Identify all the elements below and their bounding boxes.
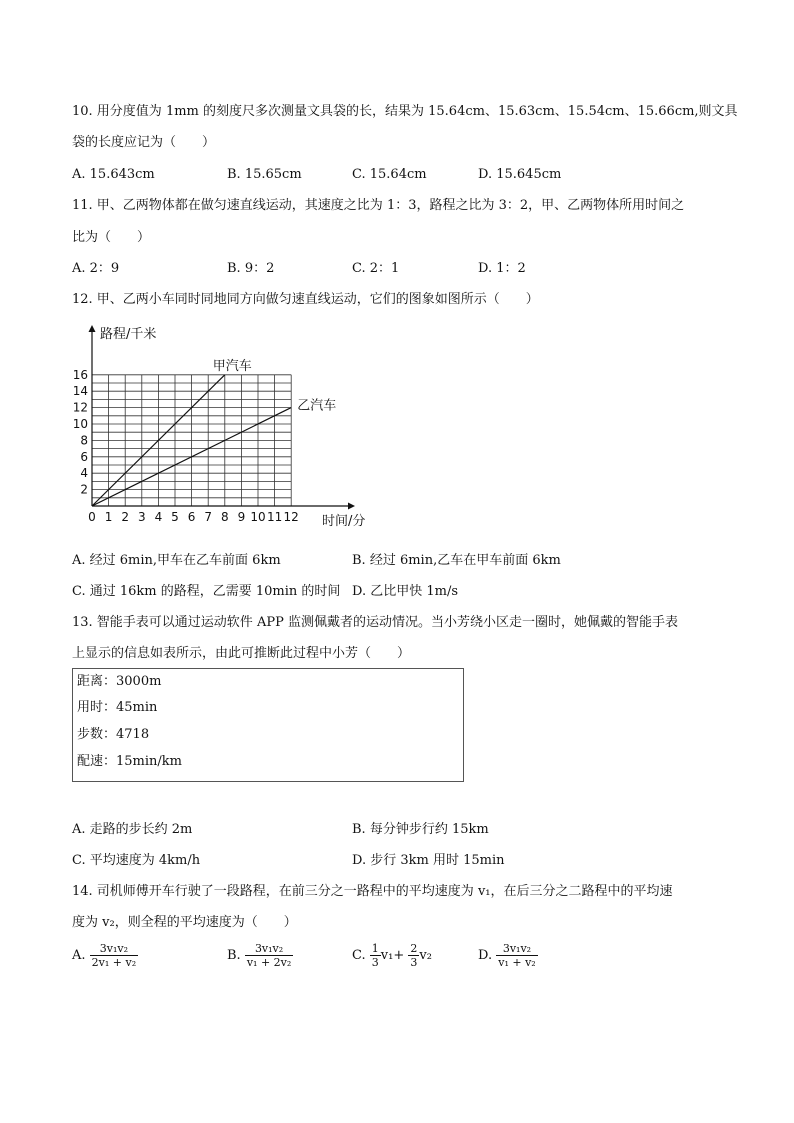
x-tick-label: 4 bbox=[154, 510, 163, 524]
x-tick-label: 5 bbox=[171, 510, 179, 524]
q14-c-num1: 1 bbox=[371, 942, 379, 955]
series-label-2: 乙汽车 bbox=[297, 398, 337, 414]
q14-c-term2: v₂ bbox=[419, 948, 432, 963]
q12-option-a: A. 经过 6min,甲车在乙车前面 6km bbox=[72, 553, 281, 568]
q14-c-den2: 3 bbox=[410, 956, 418, 969]
x-axis-label: 时间/分 bbox=[322, 514, 366, 529]
x-tick-label: 3 bbox=[137, 510, 146, 524]
q14-option-b-label: B. bbox=[227, 948, 241, 963]
q14-line1: 14. 司机师傅开车行驶了一段路程，在前三分之一路程中的平均速度为 v₁，在后三分之二路程中的平均速 bbox=[72, 884, 673, 899]
q13-line2: 上显示的信息如表所示，由此可推断此过程中小芳（ ） bbox=[72, 646, 411, 661]
q12-option-d: D. 乙比甲快 1m/s bbox=[352, 584, 459, 599]
q13-line1: 13. 智能手表可以通过运动软件 APP 监测佩戴者的运动情况。当小芳绕小区走一圈时，她佩戴的智能手表 bbox=[72, 615, 678, 630]
q14-c-fraction-2 bbox=[408, 942, 419, 969]
q14-option-a-label: A. bbox=[72, 948, 86, 963]
q14-option-d bbox=[478, 942, 538, 969]
q14-d-numerator: 3v₁v₂ bbox=[496, 942, 537, 956]
q11-line1: 11. 甲、乙两物体都在做匀速直线运动，其速度之比为 1：3，路程之比为 3：2，甲、乙两物体所用时间之 bbox=[72, 198, 685, 213]
x-axis-arrow bbox=[348, 503, 355, 510]
q14-option-b bbox=[227, 942, 293, 969]
info-time: 用时：45min bbox=[77, 700, 158, 715]
smartwatch-info-box bbox=[72, 668, 464, 782]
q14-option-c bbox=[352, 942, 432, 969]
q12-option-b: B. 经过 6min,乙车在甲车前面 6km bbox=[352, 553, 561, 568]
q12-option-c: C. 通过 16km 的路程，乙需要 10min 的时间 bbox=[72, 584, 341, 599]
q14-b-numerator: 3v₁v₂ bbox=[245, 942, 293, 956]
q13-option-a: A. 走路的步长约 2m bbox=[72, 822, 193, 837]
q14-a-numerator: 3v₁v₂ bbox=[90, 942, 138, 956]
q13-option-d: D. 步行 3km 用时 15min bbox=[352, 853, 505, 868]
q10-option-d: D. 15.645cm bbox=[478, 167, 562, 182]
y-tick-label: 4 bbox=[80, 466, 88, 481]
q12-line1: 12. 甲、乙两小车同时同地同方向做匀速直线运动，它们的图象如图所示（ ） bbox=[72, 292, 539, 307]
x-tick-label: 7 bbox=[204, 510, 213, 524]
q11-option-a: A. 2：9 bbox=[72, 261, 120, 276]
q11-option-c: C. 2：1 bbox=[352, 261, 400, 276]
y-tick-label: 12 bbox=[72, 400, 88, 415]
x-tick-label: 10 bbox=[250, 510, 266, 524]
q14-c-term1: v₁+ bbox=[380, 948, 405, 963]
y-tick-label: 10 bbox=[72, 417, 88, 431]
x-tick-label: 12 bbox=[283, 510, 299, 524]
y-tick-label: 6 bbox=[80, 449, 88, 464]
q14-c-num2: 2 bbox=[410, 942, 418, 955]
q14-option-d-fraction bbox=[496, 942, 537, 969]
q11-option-d: D. 1：2 bbox=[478, 261, 526, 276]
q13-option-b: B. 每分钟步行约 15km bbox=[352, 822, 489, 837]
series-label-1: 甲汽车 bbox=[212, 358, 252, 374]
q11-option-b: B. 9：2 bbox=[227, 261, 275, 276]
q14-d-denominator: v₁ + v₂ bbox=[498, 956, 536, 969]
info-distance: 距离：3000m bbox=[77, 674, 162, 689]
y-axis-label: 路程/千米 bbox=[100, 327, 157, 342]
q11-line2: 比为（ ） bbox=[72, 230, 151, 245]
x-tick-label: 8 bbox=[220, 510, 229, 524]
info-pace: 配速：15min/km bbox=[77, 754, 182, 769]
q14-line2: 度为 v₂，则全程的平均速度为（ ） bbox=[72, 915, 297, 930]
q14-c-fraction-1 bbox=[370, 942, 381, 969]
q10-option-a: A. 15.643cm bbox=[72, 167, 155, 182]
y-tick-label: 16 bbox=[72, 367, 88, 382]
q14-option-a bbox=[72, 942, 138, 969]
y-tick-label: 2 bbox=[80, 482, 88, 497]
q14-a-denominator: 2v₁ + v₂ bbox=[91, 956, 137, 969]
q10-line2: 袋的长度应记为（ ） bbox=[72, 135, 216, 150]
q14-option-b-fraction bbox=[245, 942, 293, 969]
q14-b-denominator: v₁ + 2v₂ bbox=[246, 956, 292, 969]
q14-option-c-label: C. bbox=[352, 948, 366, 963]
info-steps: 步数：4718 bbox=[77, 727, 150, 742]
q10-option-b: B. 15.65cm bbox=[227, 167, 302, 182]
q14-option-a-fraction bbox=[90, 942, 138, 969]
y-axis-arrow bbox=[89, 325, 96, 332]
x-tick-label: 9 bbox=[237, 510, 246, 524]
q10-line1: 10. 用分度值为 1mm 的刻度尺多次测量文具袋的长，结果为 15.64cm、15.63cm、15.54cm、15.66cm,则文具 bbox=[72, 104, 738, 119]
x-tick-label: 1 bbox=[104, 510, 113, 524]
q13-option-c: C. 平均速度为 4km/h bbox=[72, 853, 201, 868]
distance-time-chart bbox=[70, 318, 390, 533]
x-tick-label: 11 bbox=[266, 510, 283, 524]
x-tick-label: 0 bbox=[88, 510, 96, 524]
y-tick-label: 14 bbox=[72, 384, 88, 399]
y-tick-label: 8 bbox=[80, 433, 88, 448]
x-tick-label: 6 bbox=[187, 510, 196, 524]
q14-c-den1: 3 bbox=[371, 956, 379, 969]
x-tick-label: 2 bbox=[121, 510, 130, 524]
q10-option-c: C. 15.64cm bbox=[352, 167, 427, 182]
q14-option-d-label: D. bbox=[478, 948, 493, 963]
